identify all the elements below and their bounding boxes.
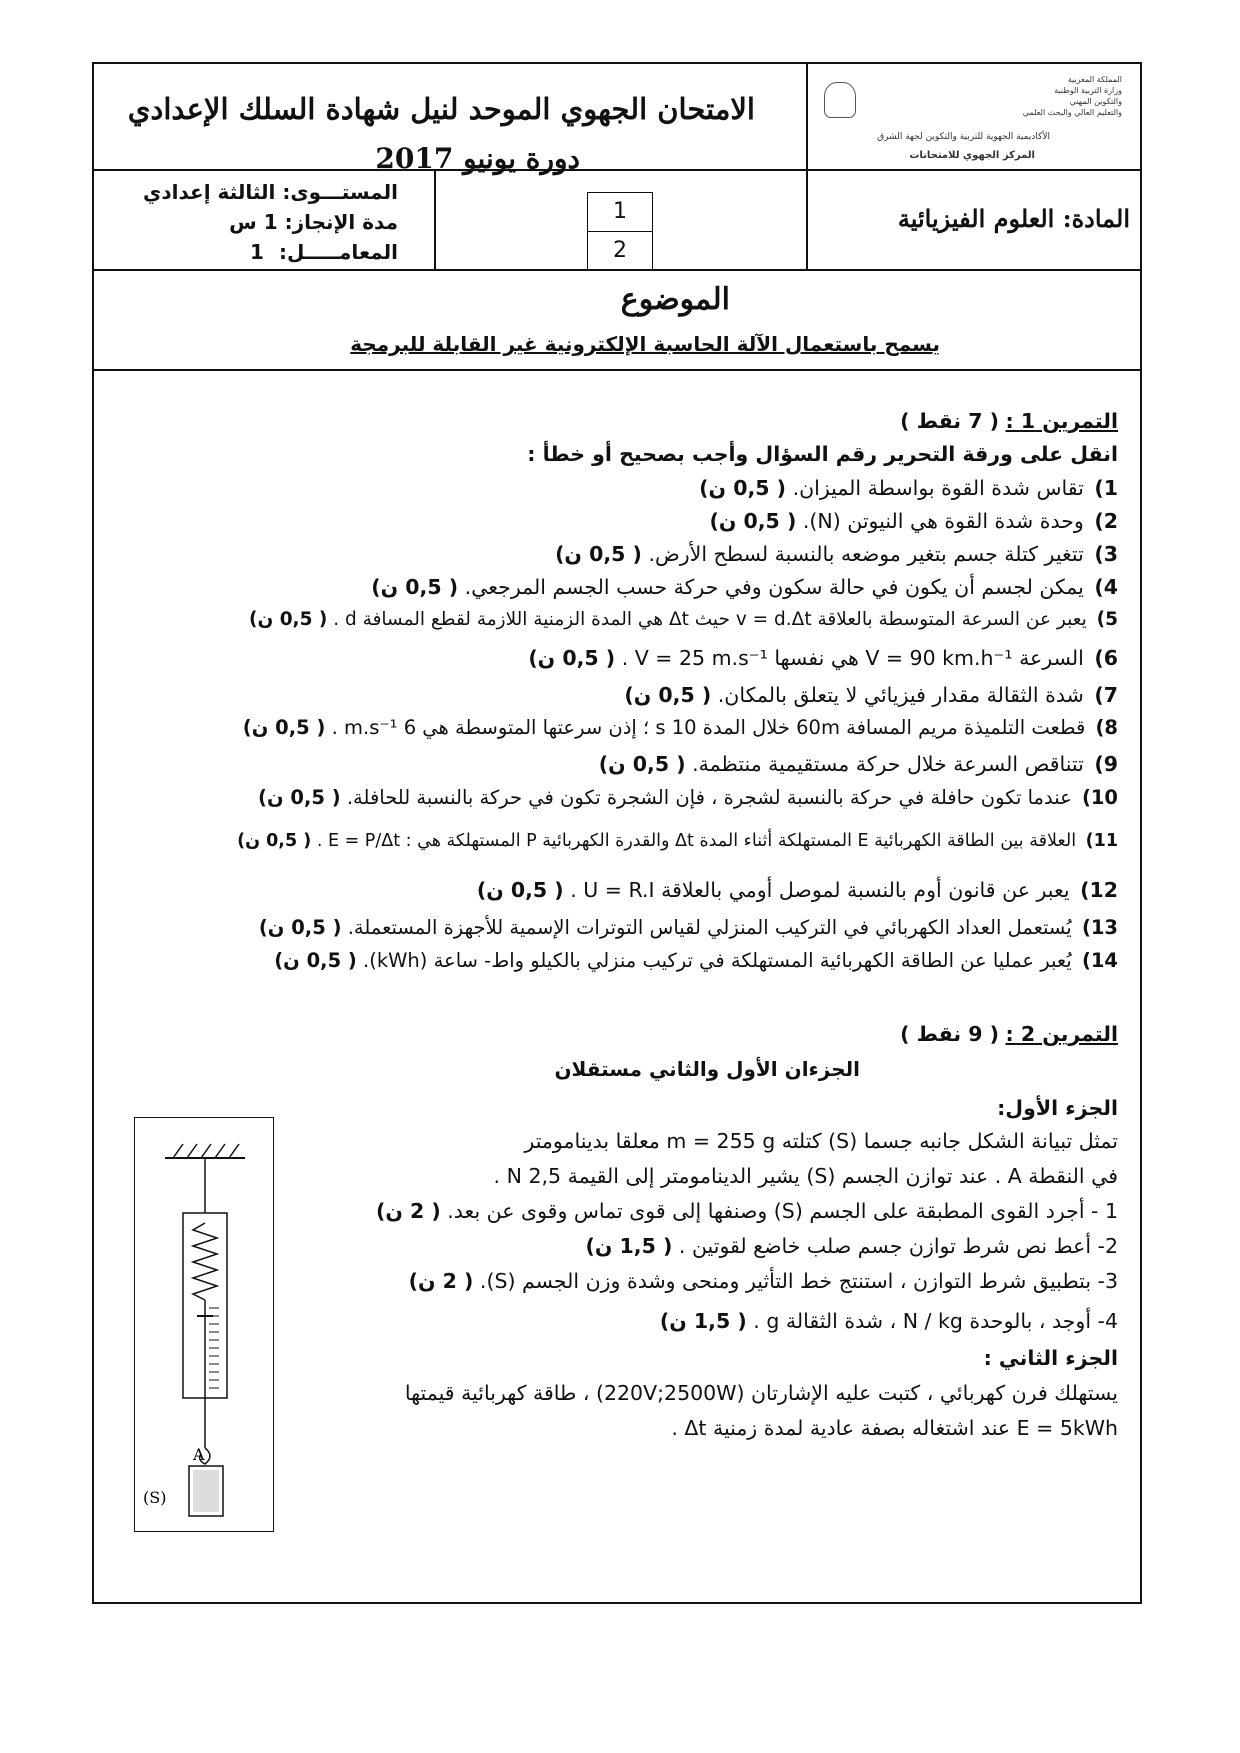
question-number: 3) — [1094, 542, 1118, 566]
question-number: 7) — [1094, 683, 1118, 707]
question-points: ( 0,5 ن) — [555, 542, 642, 566]
question-points: ( 0,5 ن) — [371, 575, 459, 599]
question-item — [528, 644, 1118, 672]
question-item — [699, 474, 1118, 502]
question-points: ( 0,5 ن) — [598, 752, 686, 776]
body-s-label: (S) — [143, 1488, 167, 1507]
part1-question — [660, 1307, 1118, 1335]
page-number-box — [587, 192, 653, 270]
divider — [806, 64, 808, 269]
exam-page-frame — [92, 62, 1142, 1604]
question-text: يعبر عن قانون أوم بالنسبة لموصل أومي بالعلاقة U = R.I . — [570, 878, 1070, 902]
question-points: ( 0,5 ن) — [709, 509, 797, 533]
logo-line: والتعليم العالي والبحث العلمي — [1022, 108, 1122, 117]
question-number: 13) — [1081, 916, 1118, 939]
question-number: 8) — [1095, 716, 1118, 739]
scale-ticks — [209, 1308, 219, 1388]
divider — [434, 169, 436, 269]
page-number: 1 — [588, 193, 652, 232]
spring-icon — [193, 1223, 217, 1300]
question-text: يعبر عن السرعة المتوسطة بالعلاقة v = d.Δt حيث Δt هي المدة الزمنية اللازمة لقطع المسافة d . — [333, 609, 1087, 630]
exercise1-instruction: انقل على ورقة التحرير رقم السؤال وأجب بصحيح أو خطأ : — [527, 442, 1118, 466]
question-text: السرعة V = 90 km.h⁻¹ هي نفسها V = 25 m.s⁻¹ . — [621, 646, 1084, 670]
question-item — [243, 714, 1118, 742]
question-text: وحدة شدة القوة هي النيوتن (N). — [802, 509, 1084, 533]
page-total: 2 — [613, 238, 627, 263]
calculator-note: يسمح باستعمال الآلة الحاسبة الإلكترونية غير القابلة للبرمجة — [350, 332, 940, 356]
question-number: 2) — [1094, 509, 1118, 533]
question-number: 1) — [1094, 476, 1118, 500]
question-text: 2- أعط نص شرط توازن جسم صلب خاضع لقوتين . — [678, 1234, 1118, 1258]
question-number: 14) — [1081, 949, 1118, 972]
exercise1-title: التمرين 1 : — [1005, 409, 1118, 433]
question-points: ( 0,5 ن) — [624, 683, 712, 707]
question-text: 4- أوجد ، بالوحدة N / kg ، شدة الثقالة g . — [753, 1309, 1118, 1333]
question-points: ( 0,5 ن) — [237, 831, 312, 851]
exam-title: الامتحان الجهوي الموحد لنيل شهادة السلك الإعدادي — [127, 92, 755, 126]
topic-title: الموضوع — [620, 282, 730, 317]
question-points: ( 2 ن) — [375, 1199, 441, 1223]
part2-text: يستهلك فرن كهربائي ، كتبت عليه الإشارتان (220V;2500W) ، طاقة كهربائية قيمتها — [404, 1381, 1118, 1405]
question-points: ( 0,5 ن) — [699, 476, 787, 500]
part1-question — [409, 1267, 1118, 1295]
question-text: العلاقة بين الطاقة الكهربائية E المستهلكة أثناء المدة Δt والقدرة الكهربائية P المستهلكة هي : E = P/Δt . — [316, 831, 1077, 851]
question-points: ( 0,5 ن) — [274, 949, 357, 972]
body-shade — [193, 1470, 219, 1512]
question-number: 6) — [1094, 646, 1118, 670]
question-points: ( 2 ن) — [408, 1269, 474, 1293]
dynamometer-figure — [134, 1117, 274, 1532]
logo-line: الأكاديمية الجهوية للتربية والتكوين لجهة الشرق — [877, 132, 1050, 142]
question-item — [709, 507, 1118, 535]
question-text: عندما تكون حافلة في حركة بالنسبة لشجرة ، فإن الشجرة تكون في حركة بالنسبة للحافلة. — [346, 786, 1072, 809]
subject-label: المادة: العلوم الفيزيائية — [897, 204, 1130, 233]
part1-text: تمثل تبيانة الشكل جانبه جسما (S) كتلته m = 255 g معلقا بدينامومتر — [524, 1129, 1118, 1153]
question-text: شدة الثقالة مقدار فيزيائي لا يتعلق بالمكان. — [717, 683, 1084, 707]
question-number: 4) — [1094, 575, 1118, 599]
question-points: ( 0,5 ن) — [258, 786, 341, 809]
question-points: ( 0,5 ن) — [258, 916, 342, 939]
part1-question — [586, 1232, 1118, 1260]
question-item — [258, 784, 1118, 812]
question-item — [274, 947, 1118, 975]
part1-question — [376, 1197, 1118, 1225]
question-points: ( 1,5 ن) — [585, 1234, 673, 1258]
part1-title: الجزء الأول: — [997, 1096, 1118, 1120]
exercise2-heading — [900, 1022, 1118, 1046]
question-text: 3- بتطبيق شرط التوازن ، استنتج خط التأثير ومنحى وشدة وزن الجسم (S). — [479, 1269, 1118, 1293]
question-number: 5) — [1096, 609, 1118, 630]
question-number: 12) — [1080, 878, 1118, 902]
logo-line: المملكة المغربية — [1067, 75, 1122, 84]
logo-line: والتكوين المهني — [1069, 97, 1122, 106]
exercise1-points: ( 7 نقط ) — [900, 409, 999, 433]
question-number: 9) — [1094, 752, 1118, 776]
parts-note: الجزءان الأول والثاني مستقلان — [554, 1057, 860, 1081]
duration-label: مدة الإنجاز: 1 س — [229, 210, 398, 234]
part2-text: E = 5kWh عند اشتغاله بصفة عادية لمدة زمنية Δt . — [671, 1416, 1118, 1440]
level-label: المستـــوى: الثالثة إعدادي — [143, 180, 398, 204]
part2-title: الجزء الثاني : — [983, 1346, 1118, 1370]
question-text: تتغير كتلة جسم بتغير موضعه بالنسبة لسطح الأرض. — [648, 542, 1084, 566]
question-points: ( 0,5 ن) — [242, 716, 326, 739]
exercise2-title: التمرين 2 : — [1005, 1022, 1118, 1046]
question-item — [477, 876, 1118, 904]
question-text: تتناقص السرعة خلال حركة مستقيمية منتظمة. — [692, 752, 1084, 776]
question-item — [259, 914, 1118, 942]
logo-line: وزارة التربية الوطنية — [1054, 86, 1122, 95]
hatching-icon — [173, 1144, 239, 1158]
question-text: يمكن لجسم أن يكون في حالة سكون وفي حركة حسب الجسم المرجعي. — [464, 575, 1084, 599]
part1-text: في النقطة A . عند توازن الجسم (S) يشير الدينامومتر إلى القيمة 2,5 N . — [493, 1164, 1118, 1188]
question-points: ( 0,5 ن) — [528, 646, 616, 670]
question-item — [249, 606, 1118, 634]
point-a-label: A — [193, 1445, 205, 1464]
question-points: ( 1,5 ن) — [659, 1309, 747, 1333]
question-number: 10) — [1081, 786, 1118, 809]
dynamometer-diagram — [135, 1118, 272, 1530]
question-item — [599, 750, 1118, 778]
exam-session: دورة يونيو 2017 — [375, 142, 580, 175]
question-item — [371, 573, 1118, 601]
coefficient-value: 1 — [250, 240, 264, 264]
question-text: 1 - أجرد القوى المطبقة على الجسم (S) وصنفها إلى قوى تماس وقوى عن بعد. — [447, 1199, 1118, 1223]
exercise2-points: ( 9 نقط ) — [900, 1022, 999, 1046]
question-text: يُعبر عمليا عن الطاقة الكهربائية المستهلكة في تركيب منزلي بالكيلو واط- ساعة (kWh). — [363, 949, 1072, 972]
question-text: قطعت التلميذة مريم المسافة 60m خلال المدة 10 s ؛ إذن سرعتها المتوسطة هي 6 m.s⁻¹ . — [331, 716, 1086, 739]
question-text: تقاس شدة القوة بواسطة الميزان. — [792, 476, 1084, 500]
question-item — [237, 827, 1118, 855]
divider — [94, 369, 1140, 371]
question-points: ( 0,5 ن) — [476, 878, 564, 902]
question-text: يُستعمل العداد الكهربائي في التركيب المنزلي لقياس التوترات الإسمية للأجهزة المستعملة. — [347, 916, 1072, 939]
question-points: ( 0,5 ن) — [249, 609, 328, 630]
divider — [94, 169, 1140, 171]
kingdom-emblem-icon — [824, 82, 856, 118]
exam-center-label: المركز الجهوي للامتحانات — [909, 150, 1035, 161]
exercise1-heading — [900, 409, 1118, 433]
question-item — [624, 681, 1118, 709]
question-number: 11) — [1085, 831, 1118, 851]
question-item — [555, 540, 1118, 568]
coefficient-label: المعامـــــل: — [279, 240, 398, 264]
